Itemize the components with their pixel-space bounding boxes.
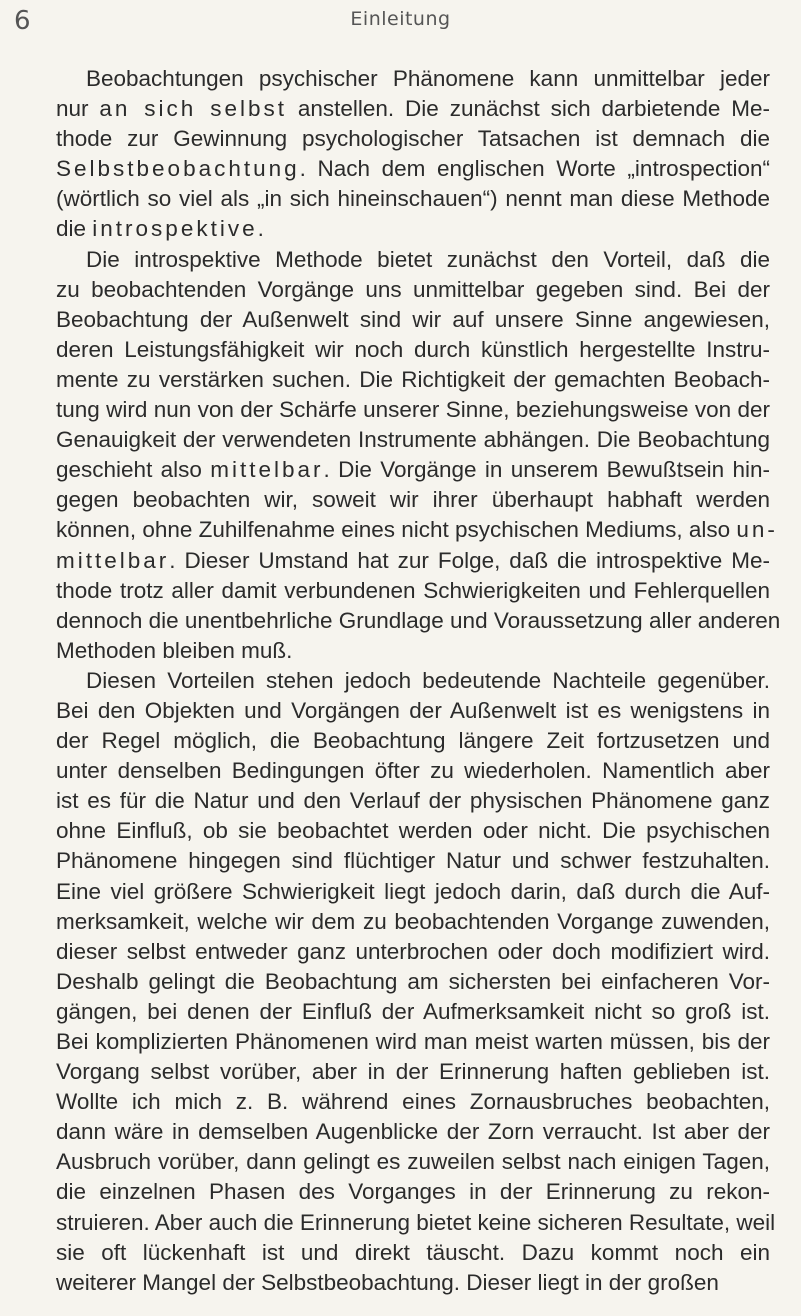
- spaced-emphasis: introspektive: [92, 216, 258, 242]
- text-line: [56, 64, 770, 94]
- text-run: deren Leistungsfähigkeit wir noch durch künstlich hergestellte Instru-: [56, 336, 770, 362]
- text-run: Bei den Objekten und Vorgängen der Außenwelt ist es wenigstens in: [56, 697, 770, 723]
- text-line: [56, 154, 770, 184]
- text-run: unter denselben Bedingungen öfter zu wiederholen. Namentlich aber: [56, 758, 770, 784]
- text-run: gängen, bei denen der Einfluß der Aufmerksamkeit nicht so groß ist.: [56, 998, 770, 1024]
- text-run: dann wäre in demselben Augenblicke der Zorn verraucht. Ist aber der: [56, 1119, 770, 1145]
- paragraph: [56, 64, 770, 245]
- text-line: [56, 305, 770, 335]
- text-run: der Regel möglich, die Beobachtung längere Zeit fortzusetzen und: [56, 728, 770, 754]
- text-line: [56, 335, 770, 365]
- spaced-emphasis: Selbstbeobachtung: [56, 156, 300, 182]
- text-line: [56, 846, 770, 876]
- text-line: [56, 786, 770, 816]
- text-line: [56, 1087, 770, 1117]
- text-line: [56, 1208, 776, 1238]
- text-line: [56, 455, 770, 485]
- text-run: . Nach dem englischen Worte „introspection“: [299, 156, 770, 182]
- text-line: [56, 967, 770, 997]
- text-line: [56, 94, 770, 124]
- text-line: [56, 816, 770, 846]
- text-line: [56, 395, 770, 425]
- text-line: [56, 606, 781, 636]
- text-run: thode trotz aller damit verbundenen Schwierigkeiten und Fehlerquellen: [56, 577, 770, 603]
- text-run: merksamkeit, welche wir dem zu beobachtenden Vorgange zuwenden,: [56, 908, 770, 934]
- text-line: [56, 184, 770, 214]
- text-run: weiterer Mangel der Selbstbeobachtung. Dieser liegt in der großen: [56, 1269, 719, 1295]
- spaced-emphasis: an sich selbst: [99, 96, 287, 122]
- text-run: Methoden bleiben muß.: [56, 637, 293, 663]
- text-run: . Die Vorgänge in unserem Bewußtsein hin-: [323, 457, 770, 483]
- text-run: Ausbruch vorüber, dann gelingt es zuweilen selbst nach einigen Tagen,: [56, 1149, 770, 1175]
- text-line: [56, 1027, 770, 1057]
- text-line: [56, 124, 770, 154]
- text-run: thode zur Gewinnung psychologischer Tatsachen ist demnach die: [56, 126, 770, 152]
- spaced-emphasis: mittelbar: [210, 457, 324, 483]
- text-run: können, ohne Zuhilfenahme eines nicht psychischen Mediums, also: [56, 517, 737, 543]
- text-line: [56, 425, 770, 455]
- text-run: anstellen. Die zunächst sich darbietende Me-: [286, 96, 770, 122]
- text-run: die: [56, 216, 93, 242]
- text-run: Beobachtung der Außenwelt sind wir auf unsere Sinne angewiesen,: [56, 306, 770, 332]
- text-run: .: [257, 216, 264, 242]
- text-run: ohne Einfluß, ob sie beobachtet werden oder nicht. Die psychischen: [56, 818, 770, 844]
- text-run: struieren. Aber auch die Erinnerung bietet keine sicheren Resultate, weil: [56, 1209, 776, 1235]
- text-run: Phänomene hingegen sind flüchtiger Natur und schwer festzuhalten.: [56, 848, 770, 874]
- text-line: [56, 365, 770, 395]
- text-run: dieser selbst entweder ganz unterbrochen oder doch modifiziert wird.: [56, 938, 770, 964]
- text-line: [56, 515, 778, 545]
- text-line: [56, 907, 770, 937]
- text-line: [56, 576, 770, 606]
- text-line: [56, 214, 770, 244]
- text-run: mente zu verstärken suchen. Die Richtigkeit der gemachten Beobach-: [56, 366, 770, 392]
- text-line: [56, 636, 770, 666]
- text-line: [56, 696, 770, 726]
- text-line: [56, 997, 770, 1027]
- text-run: sie oft lückenhaft ist und direkt täuscht. Dazu kommt noch ein: [56, 1239, 770, 1265]
- text-run: Eine viel größere Schwierigkeit liegt jedoch darin, daß durch die Auf-: [56, 878, 770, 904]
- text-run: ist es für die Natur und den Verlauf der physischen Phänomene ganz: [56, 788, 770, 814]
- text-line: [56, 666, 770, 696]
- spaced-emphasis: mittelbar: [56, 547, 170, 573]
- text-line: [56, 485, 770, 515]
- text-run: Beobachtungen psychischer Phänomene kann unmittelbar jeder: [86, 66, 770, 91]
- paragraph: [56, 245, 781, 666]
- text-run: Wollte ich mich z. B. während eines Zornausbruches beobachten,: [56, 1089, 770, 1115]
- text-run: die einzelnen Phasen des Vorganges in der Erinnerung zu rekon-: [56, 1179, 770, 1205]
- text-line: [56, 726, 770, 756]
- body-text: [56, 64, 781, 1298]
- text-line: [56, 1238, 770, 1268]
- text-line: [56, 1117, 770, 1147]
- text-run: Die introspektive Methode bietet zunächst den Vorteil, daß die: [86, 246, 770, 272]
- text-line: [56, 756, 770, 786]
- running-head: Einleitung: [350, 8, 451, 30]
- text-line: [56, 245, 770, 275]
- text-run: Bei komplizierten Phänomenen wird man meist warten müssen, bis der: [56, 1029, 770, 1054]
- text-run: (wörtlich so viel als „in sich hineinschauen“) nennt man diese Methode: [56, 186, 770, 212]
- text-run: Deshalb gelingt die Beobachtung am sichersten bei einfacheren Vor-: [56, 968, 770, 994]
- text-run: nur: [56, 96, 100, 122]
- text-run: zu beobachtenden Vorgänge uns unmittelbar gegeben sind. Bei der: [56, 276, 770, 302]
- text-run: Vorgang selbst vorüber, aber in der Erinnerung haften geblieben ist.: [56, 1059, 770, 1085]
- text-line: [56, 937, 770, 967]
- text-line: [56, 1268, 770, 1298]
- text-run: gegen beobachten wir, soweit wir ihrer überhaupt habhaft werden: [56, 487, 770, 513]
- text-run: . Dieser Umstand hat zur Folge, daß die introspektive Me-: [169, 547, 770, 573]
- text-line: [56, 1147, 770, 1177]
- text-line: [56, 1177, 770, 1207]
- text-run: dennoch die unentbehrliche Grundlage und Voraussetzung aller anderen: [56, 607, 781, 633]
- page-number: 6: [14, 6, 31, 36]
- text-line: [56, 275, 770, 305]
- text-run: Genauigkeit der verwendeten Instrumente abhängen. Die Beobachtung: [56, 427, 770, 453]
- paragraph: [56, 666, 776, 1298]
- text-run: Diesen Vorteilen stehen jedoch bedeutende Nachteile gegenüber.: [86, 667, 770, 693]
- text-line: [56, 546, 770, 576]
- spaced-emphasis: un-: [736, 517, 778, 543]
- text-line: [56, 877, 770, 907]
- text-run: geschieht also: [56, 457, 211, 483]
- text-run: tung wird nun von der Schärfe unserer Sinne, beziehungsweise von der: [56, 397, 770, 423]
- text-line: [56, 1057, 770, 1087]
